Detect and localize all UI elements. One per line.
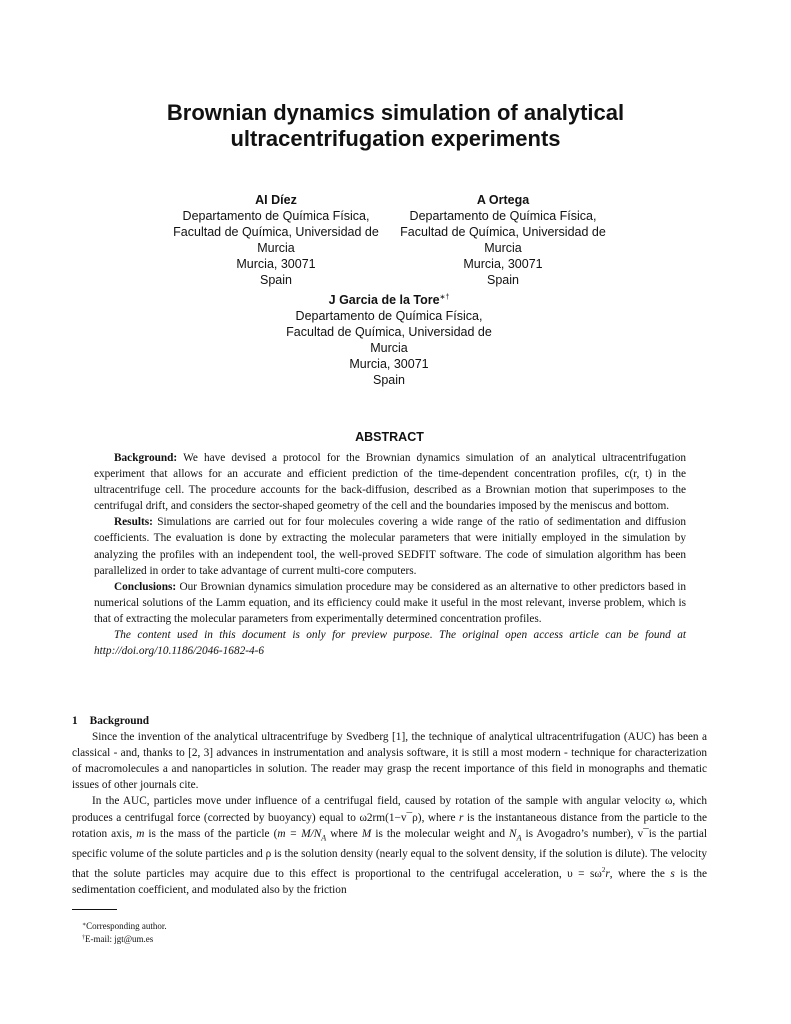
author-name: AI Díez	[255, 193, 297, 207]
author-affiliation-line: Departamento de Química Física,	[295, 309, 483, 323]
author-name: J Garcia de la Tore∗†	[328, 293, 450, 307]
footnote: †E-mail: jgt@um.es	[82, 933, 154, 944]
author-affiliation-line: Murcia, 30071	[349, 357, 429, 371]
author-affiliation-line: Murcia	[370, 341, 408, 355]
author-footnote-marker: ∗†	[439, 294, 450, 301]
author-affiliation-line: Spain	[260, 273, 292, 287]
title-line-2: ultracentrifugation experiments	[230, 126, 561, 151]
preview-note: The content used in this document is only for preview purpose. The original open access article can be found at http://doi.org/10.1186/2046-1682-4-6	[94, 629, 686, 658]
footnotes	[82, 920, 167, 945]
section-paragraph: In the AUC, particles move under influence of a centrifugal field, caused by rotation of the sample with angular velocity ω, which produces a centrifugal force (corrected by buoyancy) equal to ω2rm(1−v¯ρ), where r is the instantaneous distance from the particle to the rotation axis, m is the mass of the particle ($m = M/N_A$ where M is the molecular weight and $N_A$ is Avogadro’s number), v¯is the partial specific volume of the solute particles and ρ is the solution density (nearly equal to the solvent density, if the solution is dilute). The velocity that the solute particles may acquire due to this effect is proportional to the centrifugal acceleration, $\upsilon = s\omega^2r$, where the s is the sedimentation coefficient, and modulated also by the friction	[72, 795, 708, 896]
abstract-heading: ABSTRACT	[355, 430, 424, 444]
abstract-background: Background: We have devised a protocol for the Brownian dynamics simulation of an analytical ultracentrifugation experiment that allows for an accurate and efficient prediction of the time-dependent concentration profiles, c(r, t) in the ultracentrifuge cell. The procedure accounts for the back-diffusion, described as a Brownian motion that superimposes to the centrifugal drift, and considers the sector-shaped geometry of the cell and the boundaries imposed by the meniscus and bottom.	[94, 452, 687, 513]
author-affiliation-line: Murcia, 30071	[236, 257, 316, 271]
author-affiliation-line: Facultad de Química, Universidad de	[286, 325, 492, 339]
author-block	[392, 192, 614, 288]
author-affiliation-line: Facultad de Química, Universidad de	[400, 225, 606, 239]
author-affiliation-line: Murcia	[257, 241, 295, 255]
footnote: ∗Corresponding author.	[82, 921, 167, 931]
author-affiliation-line: Departamento de Química Física,	[409, 209, 597, 223]
author-name: A Ortega	[476, 193, 530, 207]
author-affiliation-line: Murcia, 30071	[463, 257, 543, 271]
author-affiliation-line: Murcia	[484, 241, 522, 255]
author-affiliation-line: Departamento de Química Física,	[182, 209, 370, 223]
author-affiliation-line: Spain	[487, 273, 519, 287]
section-heading: 1 Background	[72, 715, 150, 727]
paper-title	[0, 100, 791, 152]
author-block	[165, 192, 387, 288]
author-affiliation-line: Spain	[373, 373, 405, 387]
section-background	[72, 713, 707, 898]
abstract-conclusions: Conclusions: Our Brownian dynamics simulation procedure may be considered as an alternative to other predictors based in numerical solutions of the Lamm equation, and its efficiency could make it useful in the most relevant, inverse problem, which is that of extracting the molecular parameters from experimentally determined concentration profiles.	[94, 580, 687, 625]
abstract-results: Results: Simulations are carried out for four molecules covering a wide range of the ratio of sedimentation and diffusion coefficients. The evaluation is done by extracting the molecular parameters that were initially employed in the simulation by analyzing the profiles with an independent tool, the well-proved SEDFIT software. The code of simulation algorithm has been parallelized in order to take advantage of current multi-core computers.	[94, 516, 687, 577]
section-paragraph: Since the invention of the analytical ultracentrifuge by Svedberg [1], the technique of analytical ultracentrifugation (AUC) has been a classical - and, thanks to [2, 3] advances in instrumentation and analysis software, it is still a most modern - technique for characterization of macromolecules a and nanoparticles in solution. The reader may grasp the recent importance of this field in monographs and thematic issues of other journals cite.	[72, 731, 707, 792]
title-line-1: Brownian dynamics simulation of analytical	[166, 100, 625, 125]
author-block	[278, 292, 500, 388]
abstract	[94, 450, 686, 659]
footnote-divider	[72, 909, 117, 910]
author-affiliation-line: Facultad de Química, Universidad de	[173, 225, 379, 239]
